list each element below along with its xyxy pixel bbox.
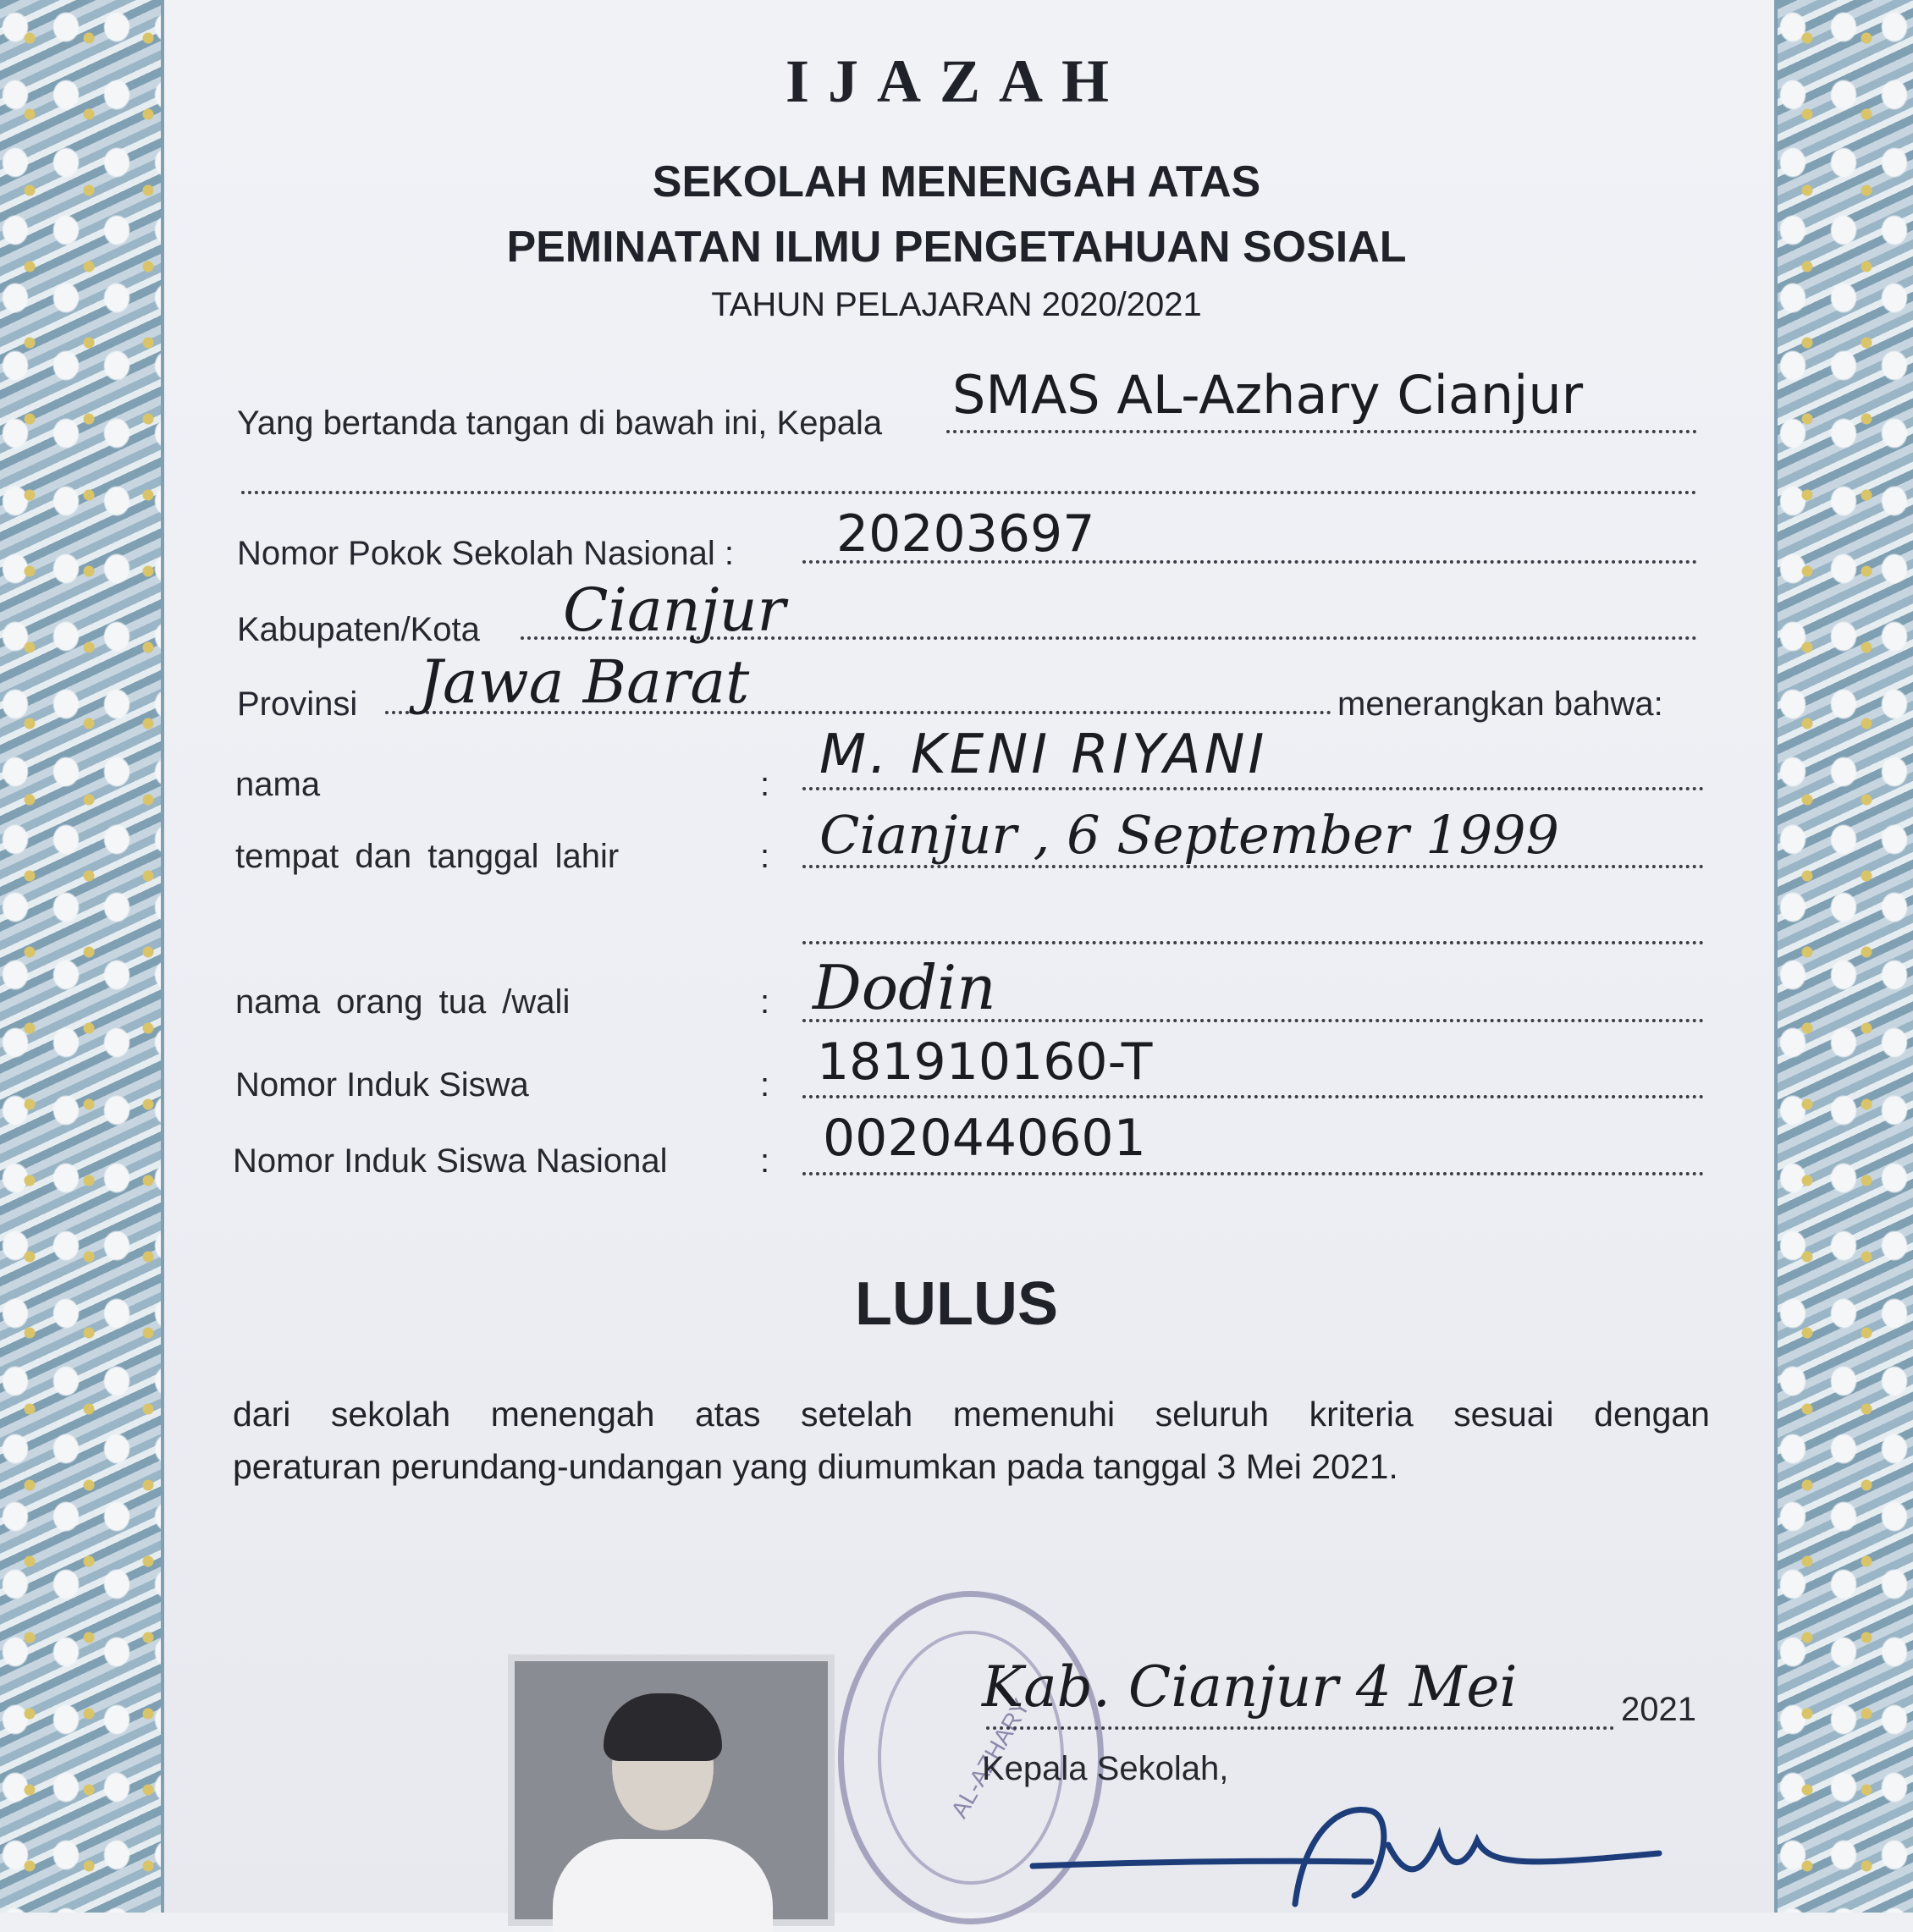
dotted-line <box>802 1095 1704 1098</box>
nama-value-handwritten: M. KENI RIYANI <box>819 724 1268 786</box>
result-statement-line2: peraturan perundang-undangan yang diumumkan pada tanggal 3 Mei 2021. <box>233 1447 1398 1486</box>
npsn-label: Nomor Pokok Sekolah Nasional : <box>237 535 734 572</box>
dotted-line <box>986 1726 1614 1730</box>
intro-label: Yang bertanda tangan di bawah ini, Kepala <box>237 405 883 442</box>
result-statement-line1: dari sekolah menengah atas setelah memenuhi seluruh kriteria sesuai dengan <box>233 1395 1710 1434</box>
colon: : <box>760 766 770 803</box>
stamp-text: AL-AZHARY <box>945 1694 1035 1823</box>
signature-title: Kepala Sekolah, <box>982 1750 1229 1787</box>
school-name-handwritten: SMAS AL-Azhary Cianjur <box>952 364 1584 426</box>
nama-label: nama <box>235 766 321 803</box>
provinsi-label: Provinsi <box>237 685 358 723</box>
colon: : <box>760 838 770 875</box>
nisn-label: Nomor Induk Siswa Nasional <box>233 1142 668 1180</box>
ortu-value-handwritten: Dodin <box>813 952 996 1023</box>
dotted-line <box>802 787 1704 790</box>
signature-year: 2021 <box>1621 1691 1696 1728</box>
colon: : <box>760 1142 770 1180</box>
program-heading: PEMINATAN ILMU PENGETAHUAN SOSIAL <box>506 223 1407 272</box>
provinsi-value-handwritten: Jawa Barat <box>419 647 750 717</box>
ttl-label: tempat dan tanggal lahir <box>235 838 620 875</box>
npsn-value-handwritten: 20203697 <box>836 504 1095 564</box>
nisn-value-handwritten: 0020440601 <box>823 1109 1146 1168</box>
kabupaten-label: Kabupaten/Kota <box>237 611 480 648</box>
academic-year: TAHUN PELAJARAN 2020/2021 <box>711 286 1202 323</box>
principal-signature <box>1016 1786 1693 1913</box>
dotted-line <box>802 1172 1704 1175</box>
dotted-line <box>946 430 1697 433</box>
dotted-line <box>802 941 1704 944</box>
dotted-line <box>241 491 1697 494</box>
student-photo <box>508 1654 835 1926</box>
school-level-heading: SEKOLAH MENENGAH ATAS <box>652 157 1261 206</box>
menerangkan-label: menerangkan bahwa: <box>1337 685 1663 723</box>
kabupaten-value-handwritten: Cianjur <box>563 575 786 645</box>
ortu-label: nama orang tua /wali <box>235 983 571 1021</box>
certificate-title: IJAZAH <box>785 47 1128 115</box>
result-status: LULUS <box>855 1270 1058 1338</box>
nis-value-handwritten: 181910160-T <box>817 1032 1153 1092</box>
colon: : <box>760 1066 770 1104</box>
ttl-value-handwritten: Cianjur , 6 September 1999 <box>819 804 1559 866</box>
colon: : <box>760 983 770 1021</box>
place-date-handwritten: Kab. Cianjur 4 Mei <box>982 1654 1518 1720</box>
nis-label: Nomor Induk Siswa <box>235 1066 529 1104</box>
